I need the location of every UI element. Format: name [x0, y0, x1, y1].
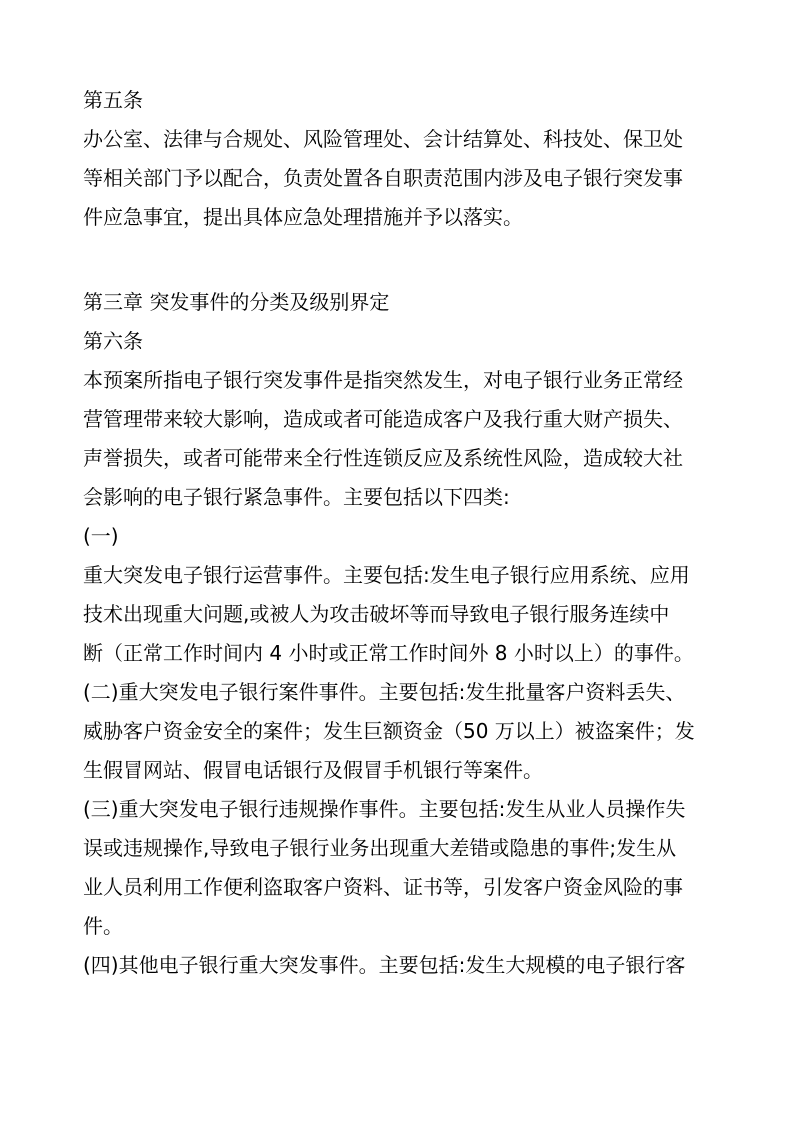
paragraph-line: 生假冒网站、假冒电话银行及假冒手机银行等案件。 — [83, 758, 543, 782]
list-item-3-line: (三)重大突发电子银行违规操作事件。主要包括:发生从业人员操作失 — [83, 797, 686, 821]
paragraph-line: 办公室、法律与合规处、风险管理处、会计结算处、科技处、保卫处 — [83, 127, 683, 151]
list-item-4-line: (四)其他电子银行重大突发事件。主要包括:发生大规模的电子银行客 — [83, 953, 686, 977]
paragraph-line: 业人员利用工作便利盗取客户资料、证书等，引发客户资金风险的事 — [83, 875, 683, 899]
article-6-heading: 第六条 — [83, 329, 143, 353]
chapter-3-heading: 第三章 突发事件的分类及级别界定 — [83, 290, 390, 314]
paragraph-line: 会影响的电子银行紧急事件。主要包括以下四类: — [83, 485, 510, 509]
list-item-2-line: (二)重大突发电子银行案件事件。主要包括:发生批量客户资料丢失、 — [83, 680, 686, 704]
paragraph-line: 营管理带来较大影响，造成或者可能造成客户及我行重大财产损失、 — [83, 407, 683, 431]
paragraph-line: 重大突发电子银行运营事件。主要包括:发生电子银行应用系统、应用 — [83, 563, 690, 587]
article-5-heading: 第五条 — [83, 88, 143, 112]
paragraph-line: 威胁客户资金安全的案件；发生巨额资金（50 万以上）被盗案件；发 — [83, 719, 695, 743]
paragraph-line: 件。 — [83, 914, 123, 938]
paragraph-line: 误或违规操作,导致电子银行业务出现重大差错或隐患的事件;发生从 — [83, 836, 677, 860]
paragraph-line: 技术出现重大问题,或被人为攻击破坏等而导致电子银行服务连续中 — [83, 602, 670, 626]
paragraph-line: 等相关部门予以配合，负责处置各自职责范围内涉及电子银行突发事 — [83, 166, 683, 190]
list-marker-1: (一) — [83, 524, 119, 548]
paragraph-line: 本预案所指电子银行突发事件是指突然发生，对电子银行业务正常经 — [83, 368, 683, 392]
paragraph-line: 断（正常工作时间内 4 小时或正常工作时间外 8 小时以上）的事件。 — [83, 641, 694, 665]
paragraph-line: 声誉损失，或者可能带来全行性连锁反应及系统性风险，造成较大社 — [83, 446, 683, 470]
paragraph-line: 件应急事宜，提出具体应急处理措施并予以落实。 — [83, 205, 523, 229]
